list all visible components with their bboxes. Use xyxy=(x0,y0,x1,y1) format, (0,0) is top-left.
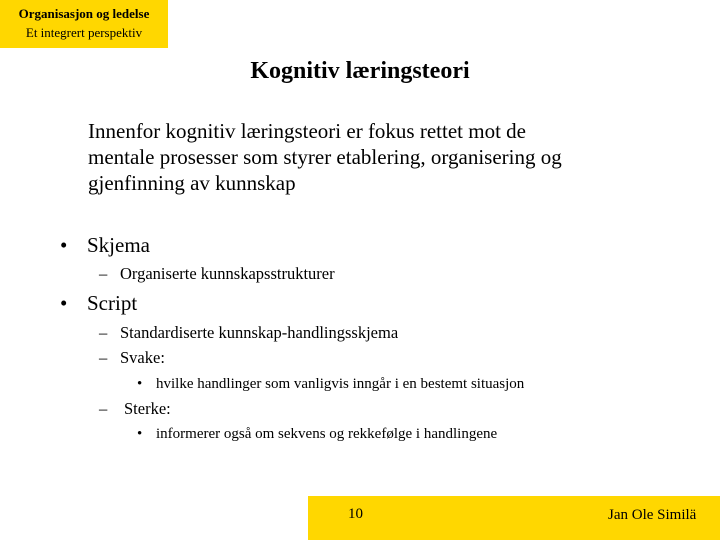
page-number: 10 xyxy=(348,506,363,522)
bullet-icon: • xyxy=(60,233,68,257)
sub-sterke: Sterke: xyxy=(124,399,171,418)
course-subtitle: Et integrert perspektiv xyxy=(25,25,143,40)
course-title: Organisasjon og ledelse xyxy=(18,6,150,21)
intro-line: Innenfor kognitiv læringsteori er fokus rettet mot de xyxy=(88,119,526,143)
sub-standardiserte: Standardiserte kunnskap-handlingsskjema xyxy=(120,323,399,342)
author-name: Jan Ole Similä xyxy=(608,507,697,523)
bullet-icon: • xyxy=(137,426,143,442)
sub-organiserte: Organiserte kunnskapsstrukturer xyxy=(120,264,335,283)
subsub-sterke: informerer også om sekvens og rekkefølge i handlingene xyxy=(156,426,498,442)
intro-line: mentale prosesser som styrer etablering, organisering og xyxy=(88,145,562,169)
subsub-svake: hvilke handlinger som vanligvis inngår i en bestemt situasjon xyxy=(156,376,525,392)
header-box xyxy=(0,0,168,48)
sub-svake: Svake: xyxy=(120,348,165,367)
bullet-script: Script xyxy=(87,291,138,315)
bullet-icon: • xyxy=(60,291,68,315)
intro-paragraph xyxy=(88,118,688,196)
dash-icon: – xyxy=(99,399,108,418)
dash-icon: – xyxy=(99,348,108,367)
dash-icon: – xyxy=(99,323,108,342)
bullet-icon: • xyxy=(137,376,143,392)
dash-icon: – xyxy=(99,264,108,283)
intro-line: gjenfinning av kunnskap xyxy=(88,171,296,195)
bullet-skjema: Skjema xyxy=(87,233,150,257)
slide-title: Kognitiv læringsteori xyxy=(250,58,470,84)
